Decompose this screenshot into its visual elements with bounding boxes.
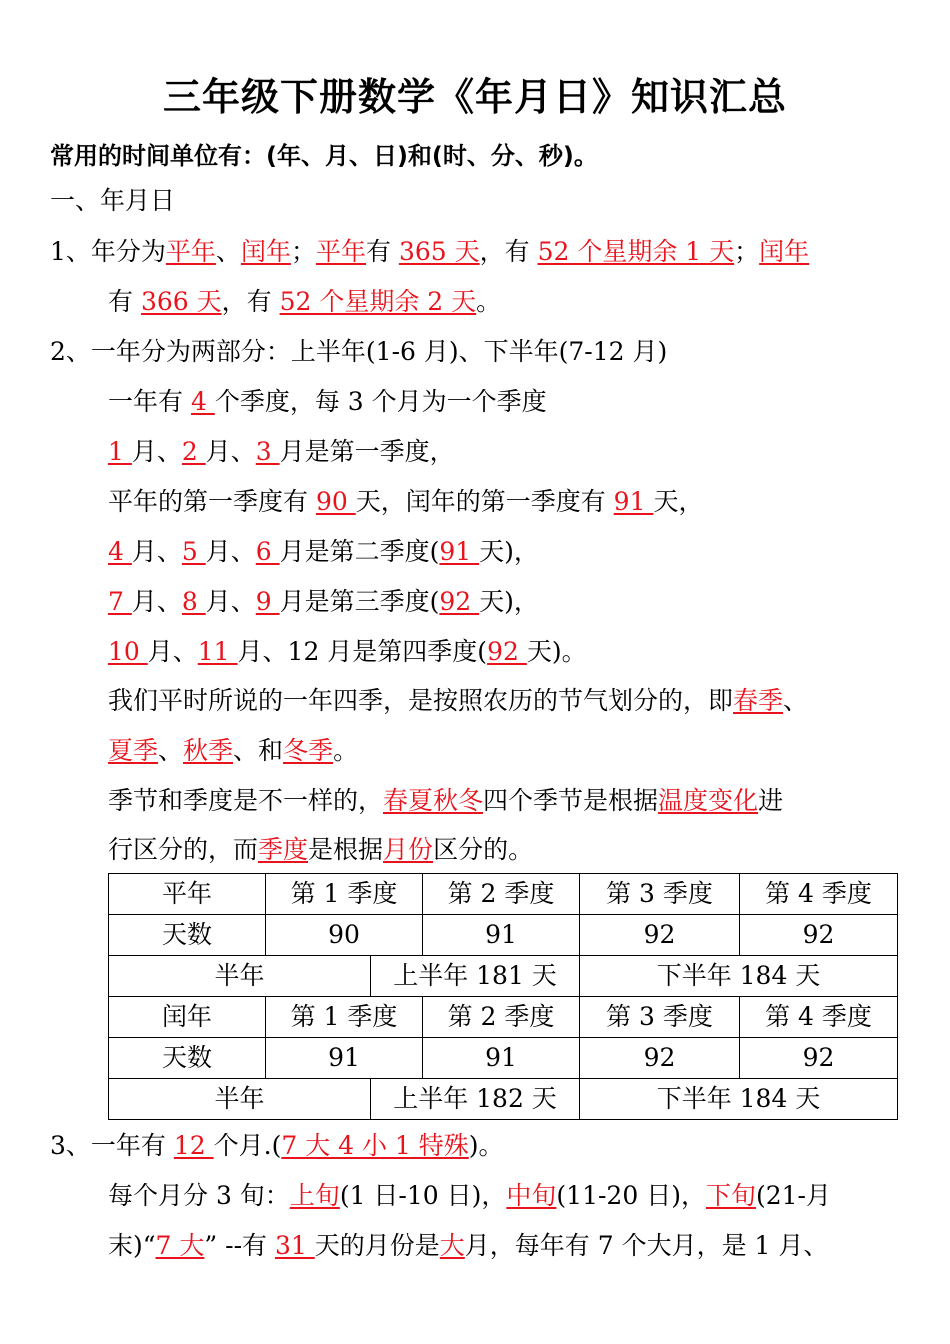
quarter-1-line — [108, 432, 455, 472]
answer: 92 — [487, 637, 527, 666]
answer: 5 — [181, 537, 206, 566]
answer: 90 — [315, 487, 356, 516]
answer: 冬季 — [283, 736, 334, 765]
table-cell: 下半年 184 天 — [580, 1079, 898, 1120]
table-cell: 第 4 季度 — [740, 997, 898, 1038]
text: 、 — [158, 736, 184, 765]
table-cell: 天数 — [109, 1038, 266, 1079]
table-cell: 92 — [740, 915, 898, 956]
text: 月是第一季度， — [279, 437, 455, 466]
answer: 季度 — [258, 835, 309, 864]
text: 月是第三季度( — [279, 587, 440, 616]
quarter-1-days-line — [108, 482, 703, 522]
text: 月、12 月是第四季度( — [237, 637, 488, 666]
text: ，有 — [479, 237, 538, 266]
table-cell: 91 — [266, 1038, 423, 1079]
text: ； — [734, 237, 760, 266]
table-cell: 91 — [423, 915, 580, 956]
text: 、和 — [233, 736, 284, 765]
table-cell: 第 1 季度 — [266, 874, 423, 915]
answer: 1 — [108, 437, 132, 466]
answer: 3 — [255, 437, 280, 466]
text: 。 — [476, 287, 502, 316]
text: 天)， — [479, 587, 539, 616]
answer: 闰年 — [240, 237, 291, 266]
answer: 4 — [108, 537, 132, 566]
table-cell: 91 — [423, 1038, 580, 1079]
answer: 10 — [108, 637, 148, 666]
text: 月、 — [205, 437, 256, 466]
table-cell: 90 — [266, 915, 423, 956]
table-row — [109, 874, 898, 915]
text: 季节和季度是不一样的， — [108, 786, 384, 815]
answer: 366 天 — [140, 287, 222, 316]
answer: 大 — [439, 1231, 465, 1260]
text: 。 — [333, 736, 359, 765]
text: 天，闰年的第一季度有 — [355, 487, 614, 516]
table-cell: 92 — [580, 1038, 740, 1079]
table-cell: 92 — [740, 1038, 898, 1079]
text: 我们平时所说的一年四季，是按照农历的节气划分的，即 — [108, 686, 734, 715]
table-row — [109, 997, 898, 1038]
text: 天)， — [479, 537, 539, 566]
text: 、 — [215, 237, 241, 266]
answer: 9 — [255, 587, 280, 616]
answer: 365 天 — [398, 237, 480, 266]
quarter-days-table — [108, 873, 898, 1120]
text: 天)。 — [526, 637, 587, 666]
answer: 中旬 — [506, 1181, 557, 1210]
table-cell: 半年 — [109, 956, 371, 997]
point-3-line-2 — [108, 1176, 831, 1216]
text: 月、 — [205, 587, 256, 616]
text: 有 — [108, 287, 141, 316]
table-cell: 第 4 季度 — [740, 874, 898, 915]
text: 天的月份是 — [314, 1231, 440, 1260]
text: ，有 — [221, 287, 280, 316]
answer: 8 — [181, 587, 206, 616]
answer: 92 — [439, 587, 480, 616]
table-cell: 平年 — [109, 874, 266, 915]
text: 个季度，每 3 个月为一个季度 — [214, 387, 547, 416]
season-vs-quarter-line-2 — [108, 830, 533, 870]
text: 月、 — [131, 537, 182, 566]
text: ” --有 — [204, 1231, 275, 1260]
answer: 春夏秋冬 — [383, 786, 484, 815]
text: 月、 — [205, 537, 256, 566]
text: 月、 — [131, 587, 182, 616]
text: 是根据 — [308, 835, 384, 864]
text: 月、 — [147, 637, 198, 666]
answer: 春季 — [733, 686, 784, 715]
point-1-line-1 — [50, 232, 809, 272]
answer: 11 — [197, 637, 238, 666]
table-cell: 半年 — [109, 1079, 371, 1120]
point-1-line-2 — [108, 282, 501, 322]
text: 行区分的，而 — [108, 835, 259, 864]
answer: 平年 — [315, 237, 366, 266]
table-row — [109, 1038, 898, 1079]
text: 1、年分为 — [50, 237, 166, 266]
point-3-line-3 — [108, 1226, 828, 1266]
table-cell: 92 — [580, 915, 740, 956]
text: (1 日-10 日)， — [339, 1181, 507, 1210]
answer: 7 — [108, 587, 132, 616]
table-cell: 天数 — [109, 915, 266, 956]
answer: 上旬 — [289, 1181, 340, 1210]
text: 一年有 — [108, 387, 191, 416]
answer: 秋季 — [183, 736, 234, 765]
text: 月是第二季度( — [279, 537, 440, 566]
text: 平年的第一季度有 — [108, 487, 316, 516]
text: (21-月 — [755, 1181, 831, 1210]
table-row — [109, 956, 898, 997]
text: 月，每年有 7 个大月，是 1 月、 — [464, 1231, 829, 1260]
table-cell: 第 3 季度 — [580, 997, 740, 1038]
text: 四个季节是根据 — [483, 786, 659, 815]
season-vs-quarter-line-1 — [108, 781, 783, 821]
page-title: 三年级下册数学《年月日》知识汇总 — [162, 75, 787, 119]
point-2-heading: 2、一年分为两部分：上半年(1-6 月)、下半年(7-12 月) — [50, 337, 668, 366]
text: 、 — [783, 686, 809, 715]
answer: 下旬 — [705, 1181, 756, 1210]
seasons-line-2 — [108, 731, 358, 771]
answer: 52 个星期余 2 天 — [279, 287, 477, 316]
quarters-line — [108, 382, 547, 422]
text: 月、 — [131, 437, 182, 466]
answer: 52 个星期余 1 天 — [537, 237, 735, 266]
table-cell: 第 1 季度 — [266, 997, 423, 1038]
text: )。 — [468, 1131, 504, 1160]
text: 每个月分 3 旬： — [108, 1181, 290, 1210]
answer: 闰年 — [759, 237, 810, 266]
subtitle: 常用的时间单位有：(年、月、日)和(时、分、秒)。 — [50, 142, 598, 170]
answer: 2 — [181, 437, 206, 466]
answer: 月份 — [383, 835, 434, 864]
table-cell: 第 2 季度 — [423, 874, 580, 915]
answer: 7 大 — [155, 1231, 205, 1260]
answer: 温度变化 — [658, 786, 759, 815]
quarter-2-line — [108, 532, 539, 572]
table-cell: 闰年 — [109, 997, 266, 1038]
table-cell: 第 3 季度 — [580, 874, 740, 915]
answer: 6 — [255, 537, 280, 566]
table-cell: 第 2 季度 — [423, 997, 580, 1038]
answer: 夏季 — [108, 736, 159, 765]
answer: 4 — [190, 387, 215, 416]
quarter-3-line — [108, 582, 539, 622]
table-cell: 上半年 182 天 — [371, 1079, 580, 1120]
text: 末)“ — [108, 1231, 156, 1260]
seasons-line-1 — [108, 681, 808, 721]
table-row — [109, 1079, 898, 1120]
table-row — [109, 915, 898, 956]
text: 进 — [758, 786, 784, 815]
text: 天， — [653, 487, 704, 516]
answer: 31 — [274, 1231, 315, 1260]
text: 个月.( — [213, 1131, 282, 1160]
text: 有 — [365, 237, 399, 266]
text: 区分的。 — [433, 835, 534, 864]
text: (11-20 日)， — [556, 1181, 706, 1210]
answer: 平年 — [165, 237, 216, 266]
answer: 91 — [613, 487, 654, 516]
table-cell: 下半年 184 天 — [580, 956, 898, 997]
text: 3、一年有 — [50, 1131, 174, 1160]
table-cell: 上半年 181 天 — [371, 956, 580, 997]
quarter-4-line — [108, 632, 587, 672]
section-heading: 一、年月日 — [50, 186, 176, 215]
point-3-line-1 — [50, 1126, 504, 1166]
text: ； — [290, 237, 316, 266]
answer: 91 — [439, 537, 480, 566]
answer: 7 大 4 小 1 特殊 — [281, 1131, 469, 1160]
answer: 12 — [173, 1131, 214, 1160]
